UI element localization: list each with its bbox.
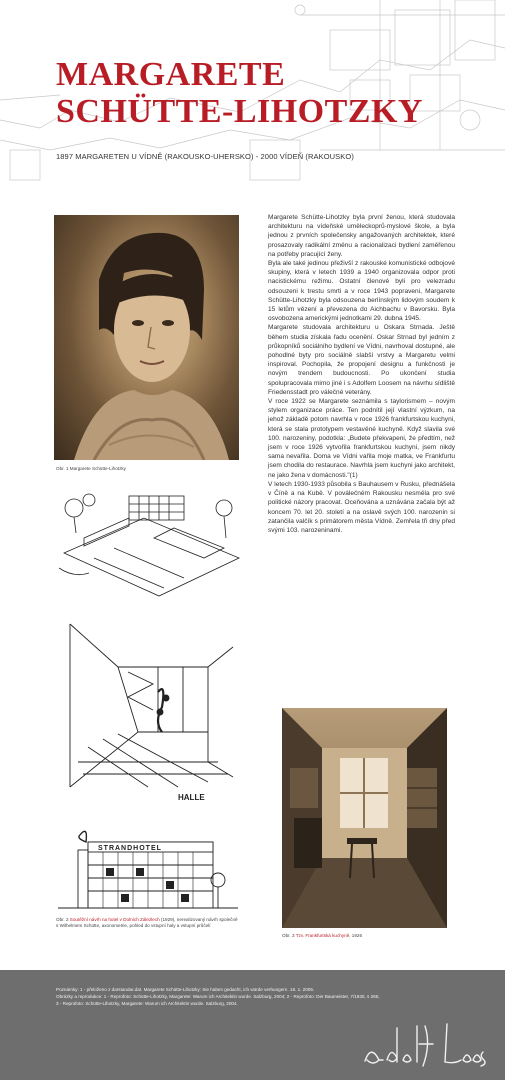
kitchen-caption-prefix: Obr. 3 — [282, 933, 295, 938]
sketch-caption-details: (1929), nerealizovaný návrh společně s Wilhelmem Schütte, axonometrie, pohled do vstupní haly a vstupní průčelí — [56, 917, 238, 928]
kitchen-caption — [282, 933, 362, 939]
page-subtitle: 1897 MARGARETEN U VÍDNĚ (RAKOUSKO-UHERSKO) - 2000 VÍDEŇ (RAKOUSKO) — [56, 152, 354, 161]
title-line-2: SCHÜTTE-LIHOTZKY — [56, 93, 423, 130]
hotel-axonometric-sketch — [54, 478, 244, 606]
portrait-photo — [54, 215, 239, 460]
portrait-caption: Obr. 1 Margarete Schütte-Lihotzky — [56, 466, 126, 471]
footer-notes — [56, 986, 476, 1007]
hotel-facade-sketch — [58, 820, 238, 912]
paragraph: V roce 1922 se Margarete seznámila s taylorismem – novým stylem organizace práce. Ten podnítil její vlastní výzkum, na jehož základě potom navrhla v roce 1926 frankfurtskou kuchyni, která se stala prototypem vestavěné kuchyně. Když slavila své 100. narozeniny, podotkla: „Budete překvapeni, že předtím, než jsem v roce 1926 vytvořila frankfurtskou kuchyni, jsem nikdy sama nevařila. Doma ve Vídni vařila moje matka, ve Frankfurtu jsem chodila do restaurace. Navrhla jsem kuchyni jako architekt, ne jako žena v domácnosti."(1) — [268, 398, 455, 479]
adolf-loos-signature — [357, 1016, 487, 1076]
biography-text — [268, 213, 455, 535]
paragraph: Margarete studovala architekturu u Oskara Strnada. Ještě během studia získala řadu ocenění. Oskar Strnad byl jedním z průkopníků sociálního bydlení ve Vídni, navrhoval dostupné, ale pohodlné byty pro sociálně slabší vrstvy a Margaretu velmi inspiroval. Pochopila, že propojení designu a funkčnosti je novým trendem budoucnosti. Po ukončení studia spolupracovala mimo jiné i s Adolfem Loosem na návrhu sídliště Friedensstadt pro válečné veterány. — [268, 324, 455, 396]
kitchen-photo — [282, 708, 447, 928]
entrance-hall-sketch — [58, 612, 238, 807]
footer — [0, 970, 505, 1080]
sketch-caption-prefix: Obr. 2 — [56, 917, 69, 922]
title-line-1: MARGARETE — [56, 56, 286, 93]
kitchen-caption-year: , 1926 — [349, 933, 363, 938]
sketch-caption — [56, 917, 241, 929]
footer-note: Poznámky: 1 - přeloženo z darstandar.dat. Margarete Schütte-Lihotzky: Sie haben gedacht, ich würde verhungern. 18. 1. 2005. — [56, 987, 315, 992]
footer-note: 3 - Reprofoto: Schütte-Lihotzky, Margarete: Warum ich Architektin wurde. Salzburg, 2004. — [56, 1001, 238, 1006]
hotel-sign: STRANDHOTEL — [98, 845, 162, 852]
page-title — [56, 56, 423, 130]
paragraph: Byla ale také jedinou přeživší z rakouské komunistické odbojové skupiny, která v letech 1939 a 1940 organizovala odpor proti nacistickému režimu. Ostatní členové byli pro velezradu odsouzeni k trestu smrti a v roce 1943 popraveni, Margarete Schütte-Lihotzky byla odsouzena berlínským lidovým soudem k 15 letům vězení a převezena do Aichbachu v Bavorsku. Byla osvobozena americkými jednotkami 29. dubna 1945. — [268, 260, 455, 323]
paragraph: Margarete Schütte-Lihotzky byla první ženou, která studovala architekturu na vídeňské uměleckoprů-myslové škole, a byla jednou z prvních společensky angažovaných architektek, které prosazovaly radikální změnu a racionalizaci bydlení zaměřenou na potřeby pracující ženy. — [268, 214, 455, 258]
paragraph: V letech 1930-1933 působila s Bauhausem v Rusku, přednášela v Číně a na Kubě. V poválečném Rakousku nesměla pro své politické názory pracovat. Oceňována a uznávána začala být až koncem 70. let 20. století a na oslavě svých 100. narozenin si zatančila valčík s primátorem města Vídně. Zemřela tři dny před svými 103. narozeninami. — [268, 480, 455, 534]
kitchen-caption-title: Tzv. Frankfurtská kuchyně — [295, 933, 350, 938]
sketch-caption-title: Soutěžní návrh na hotel v Dolních Zálezlech — [69, 917, 160, 922]
footer-note: Obrázky a reprodukce: 1 - Reprofoto: Schütte-Lihotzky, Margarete: Warum ich Architektin wurde. Salzburg, 2004; 2 - Reprofoto: Der Baumeister, 7/1930, s 265; — [56, 994, 380, 999]
hall-label: HALLE — [178, 793, 205, 802]
